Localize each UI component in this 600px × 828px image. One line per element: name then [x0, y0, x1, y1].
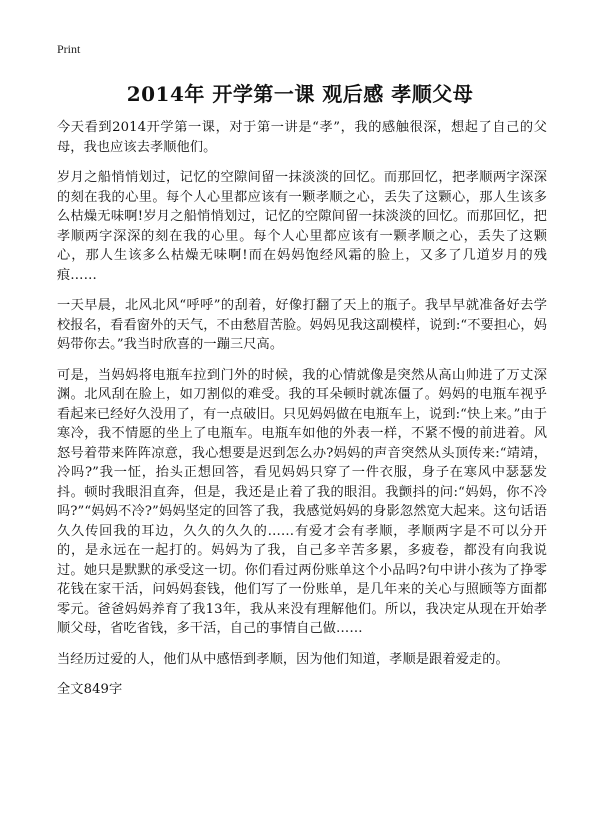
paragraph-conclusion: 当经历过爱的人，他们从中感悟到孝顺，因为他们知道，孝顺是跟着爱走的。: [57, 651, 509, 667]
page-title: 2014年 开学第一课 观后感 孝顺父母: [126, 82, 474, 106]
print-link[interactable]: Print: [57, 42, 81, 56]
paragraph-memory: 岁月之船悄悄划过，记忆的空隙间留一抹淡淡的回忆。而那回忆，把孝顺两字深深的刻在我的心里。每个人心里都应该有一颗孝顺之心，丢失了这颗心，那人生该多么枯燥无味啊!岁月之船悄悄划过，记忆的空隙间留一抹淡淡的回忆。而那回忆，把孝顺两字深深的刻在我的心里。每个人心里都应该有一颗孝顺之心，丢失了这颗心，那人生该多么枯燥无味啊!而在妈妈饱经风霜的脸上，又多了几道岁月的残痕……: [57, 170, 547, 283]
paragraph-ride: 可是，当妈妈将电瓶车拉到门外的时候，我的心情就像是突然从高山帅进了万丈深渊。北风刮在脸上，如刀割似的难受。我的耳朵顿时就冻僵了。妈妈的电瓶车视乎看起来已经好久没用了，有一点破旧。只见妈妈做在电瓶车上，说到:“快上来。”由于寒冷，我不情愿的坐上了电瓶车。电瓶车如他的外表一样，不紧不慢的前进着。风怒号着带来阵阵凉意，我心想要是迟到怎么办?妈妈的声音突然从头顶传来:“靖靖，冷吗?”我一怔，抬头正想回答，看见妈妈只穿了一件衣服，身子在寒风中瑟瑟发抖。顿时我眼泪直奔，但是，我还是止着了我的眼泪。我颤抖的问:“妈妈，你不冷吗?”“妈妈不冷?”妈妈坚定的回答了我，我感觉妈妈的身影忽然宽大起来。这句话语久久传回我的耳边，久久的久久的……有爱才会有孝顺，孝顺两字是不可以分开的，是永远在一起打的。妈妈为了我，自己多辛苦多累，多疲卷，都没有向我说过。她只是默默的承受这一切。你们看过两份账单这个小品吗?句中讲小孩为了挣零花钱在家干活，问妈妈套钱，他们写了一份账单，是几年来的关心与照顾等方面都零元。爸爸妈妈养育了我13年，我从来没有理解他们。所以，我决定从现在开始孝顺父母，省吃省钱，多干活，自己的事情自己做……: [57, 367, 547, 636]
word-count: 全文849字: [57, 682, 123, 697]
paragraph-morning: 一天早晨，北风北风“呼呼”的刮着，好像打翻了天上的瓶子。我早早就准备好去学校报名，看看窗外的天气，不由愁眉苦脸。妈妈见我这副模样，说到:“不要担心，妈妈带你去。”我当时欣喜的一蹦三尺高。: [57, 298, 547, 352]
paragraph-intro: 今天看到2014开学第一课，对于第一讲是“孝”，我的感触很深，想起了自己的父母，我也应该去孝顺他们。: [57, 120, 547, 155]
article-body: [57, 118, 547, 700]
